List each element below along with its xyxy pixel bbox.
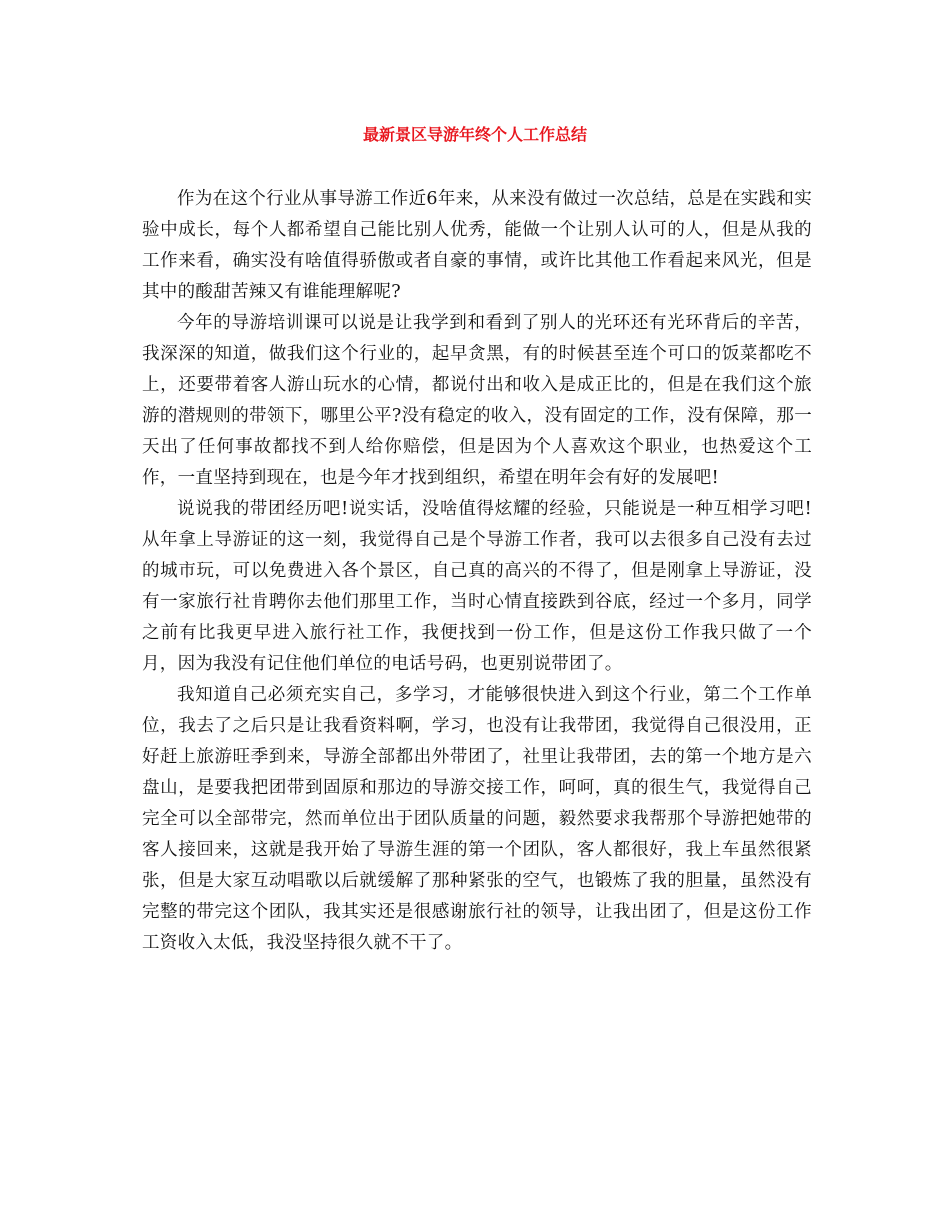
document-title: 最新景区导游年终个人工作总结	[362, 125, 587, 144]
paragraph: 作为在这个行业从事导游工作近6年来，从来没有做过一次总结，总是在实践和实验中成长，每个人都希望自己能比别人优秀，能做一个让别人认可的人，但是从我的工作来看，确实没有啥值得骄傲或者自豪的事情，或许比其他工作看起来风光，但是其中的酸甜苦辣又有谁能理解呢?	[142, 189, 812, 302]
paragraph: 今年的导游培训课可以说是让我学到和看到了别人的光环还有光环背后的辛苦，我深深的知道，做我们这个行业的，起早贪黑，有的时候甚至连个可口的饭菜都吃不上，还要带着客人游山玩水的心情，都说付出和收入是成正比的，但是在我们这个旅游的潜规则的带领下，哪里公平?没有稳定的收入，没有固定的工作，没有保障，那一天出了任何事故都找不到人给你赔偿，但是因为个人喜欢这个职业，也热爱这个工作，一直坚持到现在，也是今年才找到组织，希望在明年会有好的发展吧!	[142, 313, 812, 488]
paragraph: 说说我的带团经历吧!说实话，没啥值得炫耀的经验，只能说是一种互相学习吧!从年拿上导游证的这一刻，我觉得自己是个导游工作者，我可以去很多自己没有去过的城市玩，可以免费进入各个景区，自己真的高兴的不得了，但是刚拿上导游证，没有一家旅行社肯聘你去他们那里工作，当时心情直接跌到谷底，经过一个多月，同学之前有比我更早进入旅行社工作，我便找到一份工作，但是这份工作我只做了一个月，因为我没有记住他们单位的电话号码，也更别说带团了。	[142, 499, 812, 674]
paragraph: 我知道自己必须充实自己，多学习，才能够很快进入到这个行业，第二个工作单位，我去了之后只是让我看资料啊，学习，也没有让我带团，我觉得自己很没用，正好赶上旅游旺季到来，导游全部都出外带团了，社里让我带团，去的第一个地方是六盘山，是要我把团带到固原和那边的导游交接工作，呵呵，真的很生气，我觉得自己完全可以全部带完，然而单位出于团队质量的问题，毅然要求我帮那个导游把她带的客人接回来，这就是我开始了导游生涯的第一个团队，客人都很好，我上车虽然很紧张，但是大家互动唱歌以后就缓解了那种紧张的空气，也锻炼了我的胆量，虽然没有完整的带完这个团队，我其实还是很感谢旅行社的领导，让我出团了，但是这份工作工资收入太低，我没坚持很久就不干了。	[142, 685, 812, 953]
document-body	[142, 184, 812, 959]
